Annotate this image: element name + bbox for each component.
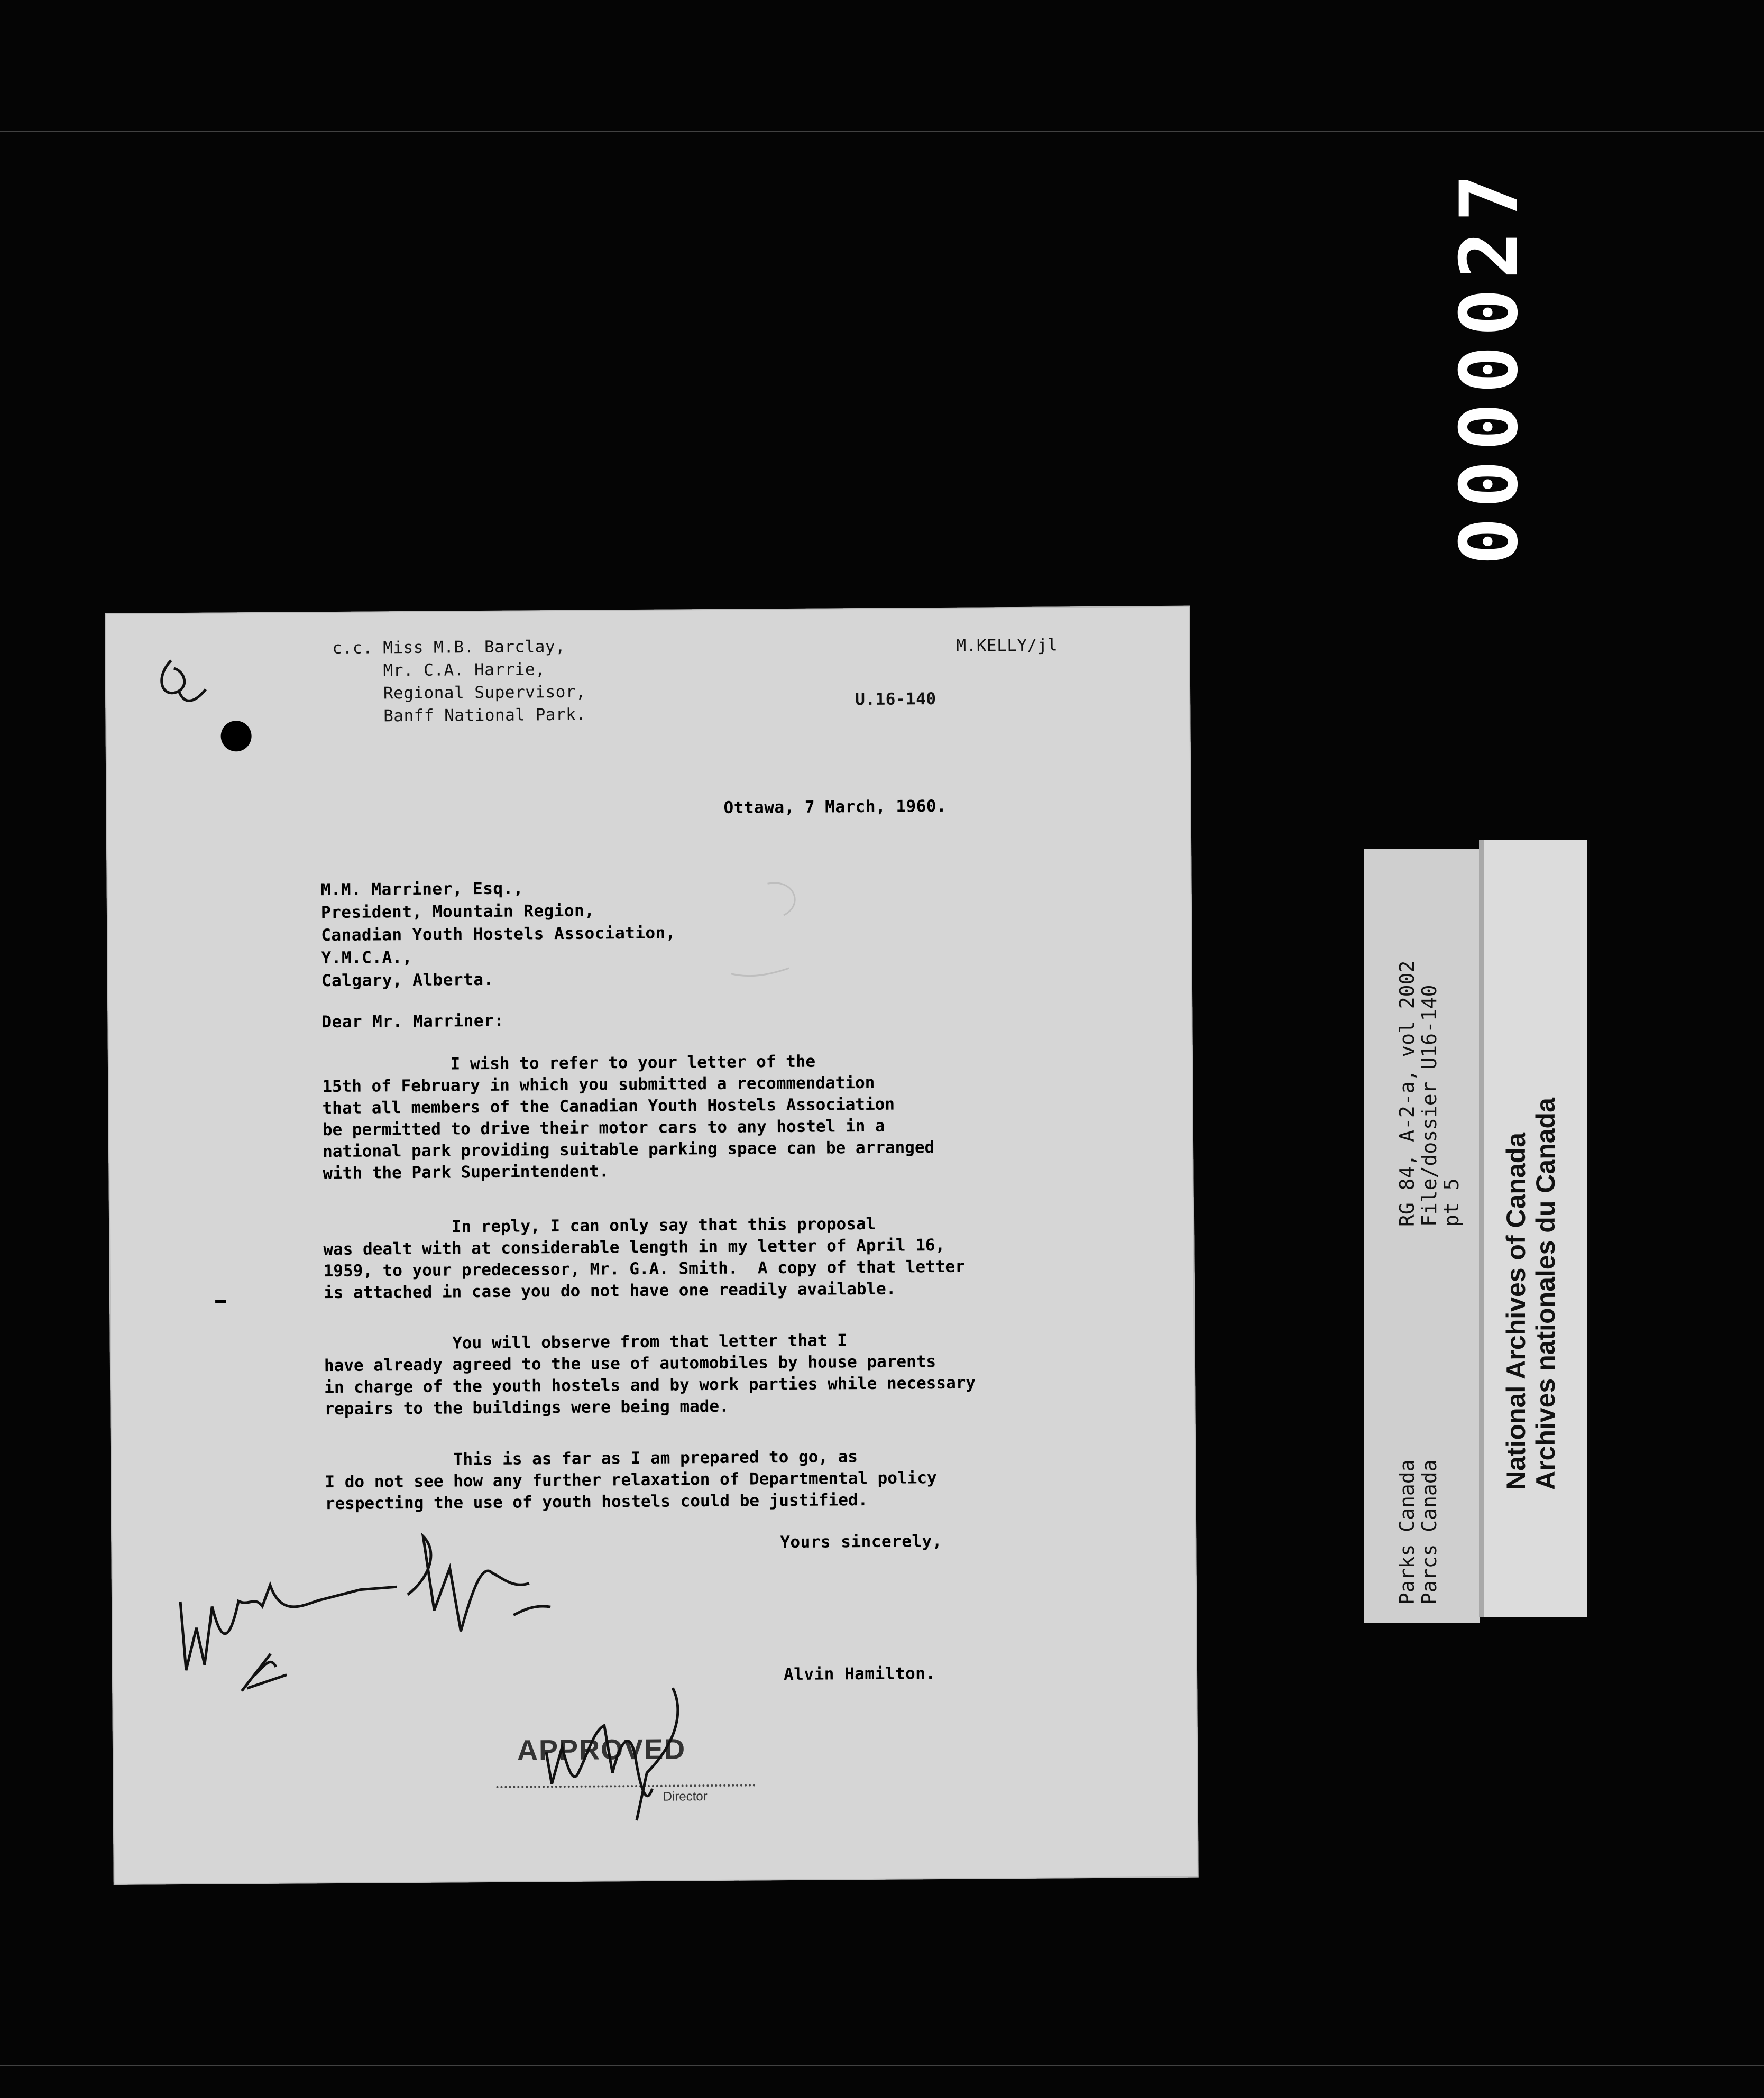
paragraph-2: In reply, I can only say that this proposal was dealt with at considerable length in my letter of April 16, 1959, to your predecessor, Mr. G.A. Smith. A copy of that letter is attached in case you do not have one readily available. bbox=[323, 1214, 965, 1303]
bleed-through-marks bbox=[731, 883, 796, 976]
cc-block: c.c. Miss M.B. Barclay, Mr. C.A. Harrie, Regional Supervisor, Banff National Park. bbox=[332, 637, 586, 726]
director-label: Director bbox=[663, 1789, 708, 1804]
handwritten-signature-middle bbox=[407, 1535, 550, 1632]
paragraph-1: I wish to refer to your letter of the 15th of February in which you submitted a recommendation that all members of the Canadian Youth Hostels Association be permitted to drive their motor cars to any hostel in a national park providing suitable parking space can be arranged with the Park Superintendent. bbox=[321, 1052, 935, 1183]
archive-reference-label bbox=[1364, 849, 1480, 1623]
salutation: Dear Mr. Marriner: bbox=[321, 1011, 504, 1032]
agency-text: Parks Canada Parcs Canada bbox=[1395, 1459, 1441, 1605]
handwritten-initials-left bbox=[180, 1584, 398, 1670]
archive-reference-text: RG 84, A-2-a, vol 2002 File/dossier U16-140 pt 5 bbox=[1395, 960, 1463, 1227]
director-signature-line bbox=[497, 1784, 756, 1788]
letter-sheet bbox=[105, 606, 1199, 1885]
handwritten-date-mark bbox=[242, 1654, 287, 1691]
film-edge-bottom bbox=[0, 2065, 1764, 2066]
reference-initials: M.KELLY/jl bbox=[956, 636, 1058, 656]
approved-stamp: APPROVED bbox=[517, 1733, 686, 1766]
closing: Yours sincerely, bbox=[780, 1531, 943, 1552]
signer-name: Alvin Hamilton. bbox=[783, 1664, 936, 1685]
frame-number-text: 0000027 bbox=[1444, 164, 1536, 566]
paragraph-3: You will observe from that letter that I have already agreed to the use of automobiles by house parents in charge of the youth hostels and by work parties while necessary repairs to the buildings were being made. bbox=[324, 1331, 976, 1419]
archive-institution-label bbox=[1479, 840, 1587, 1617]
file-number: U.16-140 bbox=[855, 689, 936, 710]
corner-initial-mark bbox=[162, 660, 206, 701]
margin-mark bbox=[215, 1300, 226, 1303]
film-frame-number bbox=[1444, 79, 1544, 650]
recipient-address: M.M. Marriner, Esq., President, Mountain Region, Canadian Youth Hostels Association, Y.M.C.A., Calgary, Alberta. bbox=[320, 879, 676, 991]
date-line: Ottawa, 7 March, 1960. bbox=[723, 796, 947, 817]
punch-hole bbox=[221, 721, 251, 751]
frame-number-digits bbox=[1444, 79, 1544, 650]
paragraph-4: This is as far as I am prepared to go, as I do not see how any further relaxation of Departmental policy respecting the use of youth hostels could be justified. bbox=[325, 1447, 937, 1514]
institution-text: National Archives of Canada Archives nationales du Canada bbox=[1501, 1098, 1560, 1490]
